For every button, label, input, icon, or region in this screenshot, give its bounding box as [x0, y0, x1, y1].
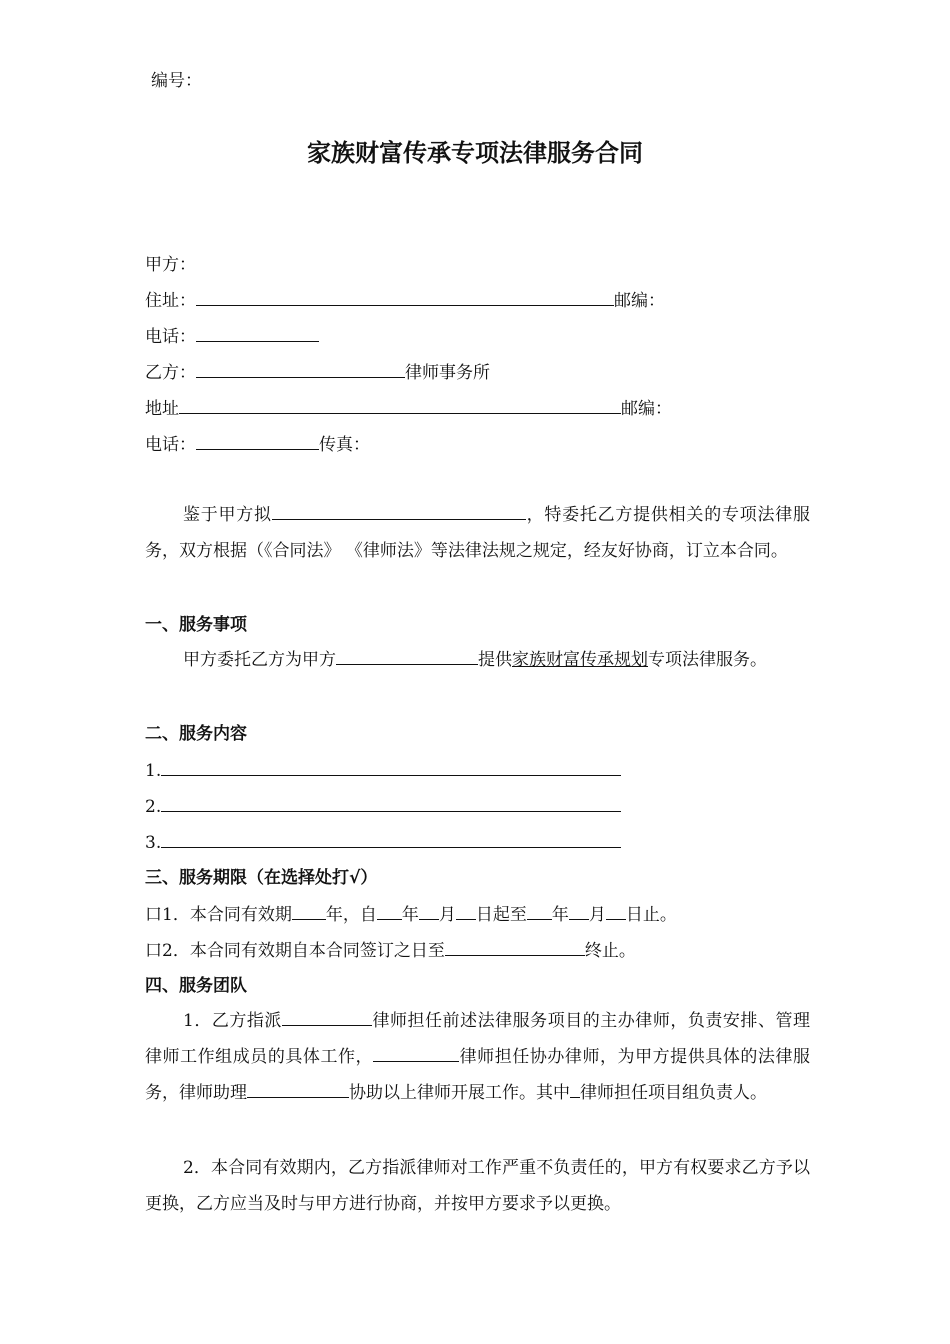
- service-item-blank[interactable]: [161, 795, 621, 812]
- service-item: [145, 759, 621, 782]
- team-text: 协助以上律师开展工作。其中: [349, 1083, 570, 1103]
- service-item-blank[interactable]: [161, 831, 621, 848]
- section4-paragraph-2: 2．本合同有效期内，乙方指派律师对工作严重不负责任的，甲方有权要求乙方予以更换，乙方应当及时与甲方进行协商，并按甲方要求予以更换。: [145, 1158, 810, 1214]
- section4-paragraph-1: [145, 1003, 810, 1111]
- contract-title: 家族财富传承专项法律服务合同: [307, 139, 643, 167]
- section1-part1: 甲方委托乙方为甲方: [183, 650, 336, 670]
- preamble-purpose-blank[interactable]: [272, 503, 526, 520]
- section1-blank[interactable]: [336, 648, 478, 665]
- section4-heading: 四、服务团队: [145, 976, 247, 996]
- section1-heading: 一、服务事项: [145, 615, 247, 635]
- party-a-postcode-label: 邮编：: [614, 291, 665, 311]
- team-text: 律师担任项目组负责人。: [580, 1083, 767, 1103]
- end-month-blank[interactable]: [569, 903, 589, 920]
- party-a-label: 甲方：: [145, 255, 196, 275]
- party-a-phone-row: [145, 325, 319, 348]
- preamble-paragraph: [145, 497, 810, 569]
- party-b-fax-label: 传真：: [319, 435, 370, 455]
- team-text: 1．乙方指派: [183, 1011, 282, 1031]
- start-year-blank[interactable]: [377, 903, 402, 920]
- start-day-blank[interactable]: [456, 903, 476, 920]
- party-b-phone-row: [145, 433, 370, 456]
- section1-part2: 提供: [478, 650, 512, 670]
- term-text: 日起至: [475, 905, 527, 925]
- preamble-part1: 鉴于甲方拟: [183, 505, 272, 525]
- term-end-blank[interactable]: [445, 939, 585, 956]
- party-b-phone-blank[interactable]: [196, 433, 319, 450]
- party-b-firm-suffix: 律师事务所: [405, 363, 490, 383]
- term-option-2: [145, 939, 636, 962]
- preamble-part2: ，特委托乙方提供相关的专项法律服务，双方根据（《合同法》 《律师法》等法律法规之规定，经友好协商，订立本合同。: [145, 505, 811, 561]
- doc-number-label: 编号：: [151, 71, 202, 91]
- term-text: 月: [588, 905, 606, 925]
- party-a-phone-blank[interactable]: [196, 325, 319, 342]
- term-option-1: [145, 903, 677, 926]
- section2-heading: 二、服务内容: [145, 724, 247, 744]
- term-text: 月: [438, 905, 456, 925]
- party-a-address-label: 住址：: [145, 291, 196, 311]
- section1-service-name: 家族财富传承规划: [512, 650, 648, 670]
- party-b-name-blank[interactable]: [196, 361, 405, 378]
- end-day-blank[interactable]: [606, 903, 626, 920]
- party-b-postcode-label: 邮编：: [621, 399, 672, 419]
- term-option-2-text: 2．本合同有效期自本合同签订之日至: [162, 941, 445, 961]
- party-b-address-row: [145, 397, 672, 420]
- section1-paragraph: [145, 642, 810, 678]
- term-years-blank[interactable]: [292, 903, 326, 920]
- party-b-address-label: 地址: [145, 399, 179, 419]
- term-option-1-text: 1．本合同有效期: [162, 905, 292, 925]
- service-item-number: 1.: [145, 761, 162, 781]
- end-year-blank[interactable]: [527, 903, 552, 920]
- service-item-number: 2.: [145, 797, 162, 817]
- checkbox-icon[interactable]: 口: [145, 905, 162, 925]
- team-text: 律师担任前述法律服务项目的主办律师，负责安排、管理律师工作组成员的具体工作，: [145, 1011, 810, 1067]
- service-item-blank[interactable]: [161, 759, 621, 776]
- assist-lawyer-blank[interactable]: [373, 1045, 459, 1062]
- service-item: [145, 795, 621, 818]
- team-leader-blank[interactable]: [570, 1081, 580, 1098]
- term-text: 终止。: [584, 941, 636, 961]
- party-b-row: [145, 361, 490, 384]
- party-a-address-row: [145, 289, 665, 312]
- party-b-label: 乙方：: [145, 363, 196, 383]
- team-text: 律师担任协办律师，为甲方提供具体的法律服务，律师助理: [145, 1047, 811, 1103]
- party-b-address-blank[interactable]: [179, 397, 621, 414]
- service-item-number: 3.: [145, 833, 162, 853]
- start-month-blank[interactable]: [419, 903, 439, 920]
- term-text: 年: [401, 905, 419, 925]
- party-a-phone-label: 电话：: [145, 327, 196, 347]
- checkbox-icon[interactable]: 口: [145, 941, 162, 961]
- assistant-blank[interactable]: [247, 1081, 349, 1098]
- party-a-address-blank[interactable]: [196, 289, 614, 306]
- lead-lawyer-blank[interactable]: [282, 1009, 372, 1026]
- term-text: 年: [551, 905, 569, 925]
- term-text: 日止。: [625, 905, 677, 925]
- section3-heading: 三、服务期限（在选择处打√）: [145, 868, 378, 888]
- term-text: 年，自: [325, 905, 377, 925]
- section1-part3: 专项法律服务。: [648, 650, 767, 670]
- service-item: [145, 831, 621, 854]
- party-b-phone-label: 电话：: [145, 435, 196, 455]
